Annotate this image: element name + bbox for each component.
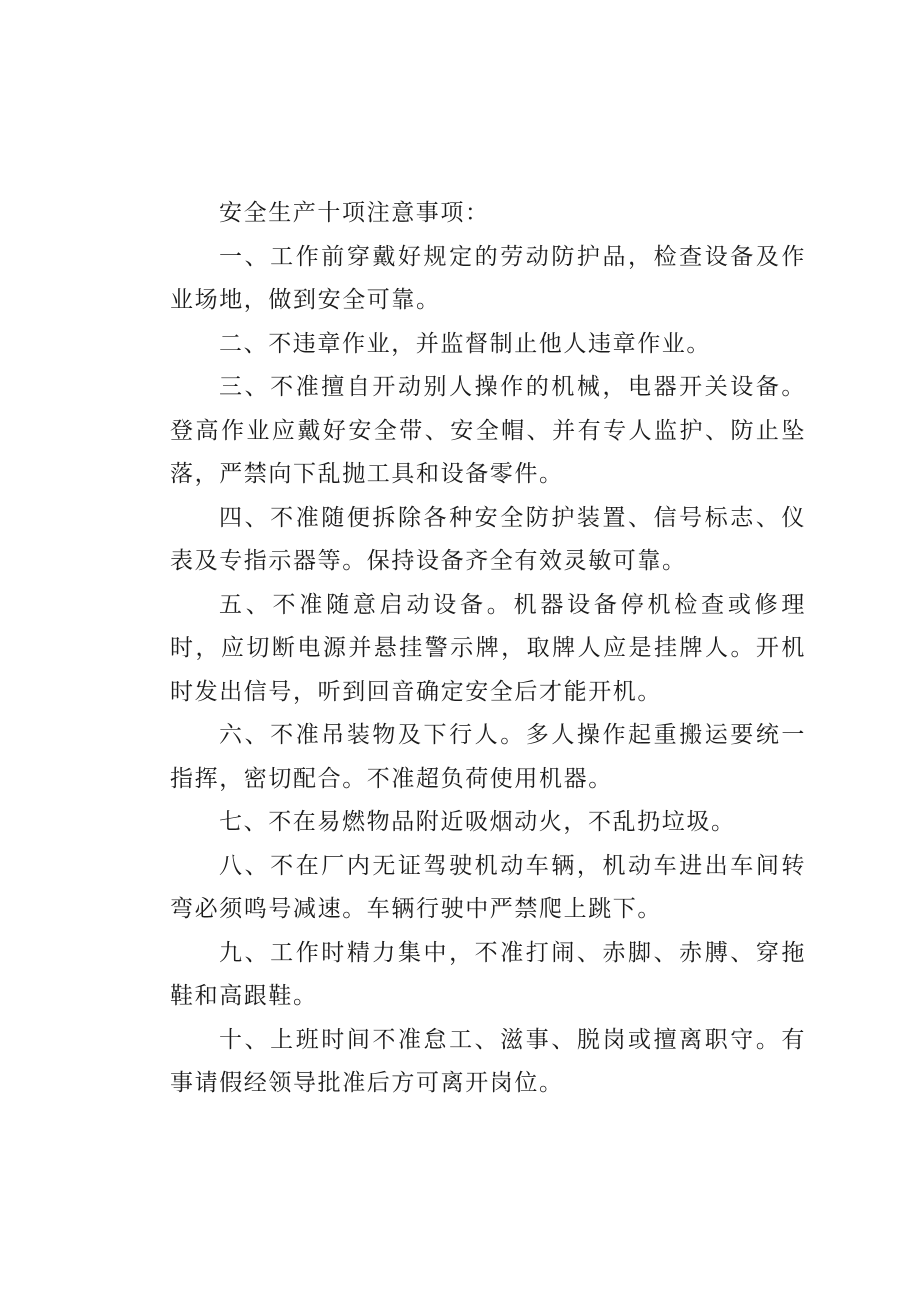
rule-item-7: 七、不在易燃物品附近吸烟动火，不乱扔垃圾。: [219, 809, 736, 835]
rule-item-9: 九、工作时精力集中，不准打闹、赤脚、赤膊、穿拖鞋和高跟鞋。: [170, 939, 806, 1009]
rule-item-2: 二、不违章作业，并监督制止他人违章作业。: [219, 330, 711, 357]
rule-item-8: 八、不在厂内无证驾驶机动车辆，机动车进出车间转弯必须鸣号减速。车辆行驶中严禁爬上跳下。: [170, 852, 806, 922]
rule-item-1: 一、工作前穿戴好规定的劳动防护品，检查设备及作业场地，做到安全可靠。: [170, 243, 806, 313]
document-heading: 安全生产十项注意事项：: [219, 200, 490, 226]
rule-item-6: 六、不准吊装物及下行人。多人操作起重搬运要统一指挥，密切配合。不准超负荷使用机器。: [170, 722, 806, 792]
rule-item-3: 三、不准擅自开动别人操作的机械，电器开关设备。登高作业应戴好安全带、安全帽、并有专人监护、防止坠落，严禁向下乱抛工具和设备零件。: [170, 374, 806, 487]
document-body: [170, 192, 806, 1106]
rule-item-10: 十、上班时间不准怠工、滋事、脱岗或擅离职守。有事请假经领导批准后方可离开岗位。: [170, 1026, 806, 1096]
rule-item-5: 五、不准随意启动设备。机器设备停机检查或修理时，应切断电源并悬挂警示牌，取牌人应是挂牌人。开机时发出信号，听到回音确定安全后才能开机。: [170, 591, 806, 705]
rule-item-4: 四、不准随便拆除各种安全防护装置、信号标志、仪表及专指示器等。保持设备齐全有效灵敏可靠。: [170, 504, 806, 574]
